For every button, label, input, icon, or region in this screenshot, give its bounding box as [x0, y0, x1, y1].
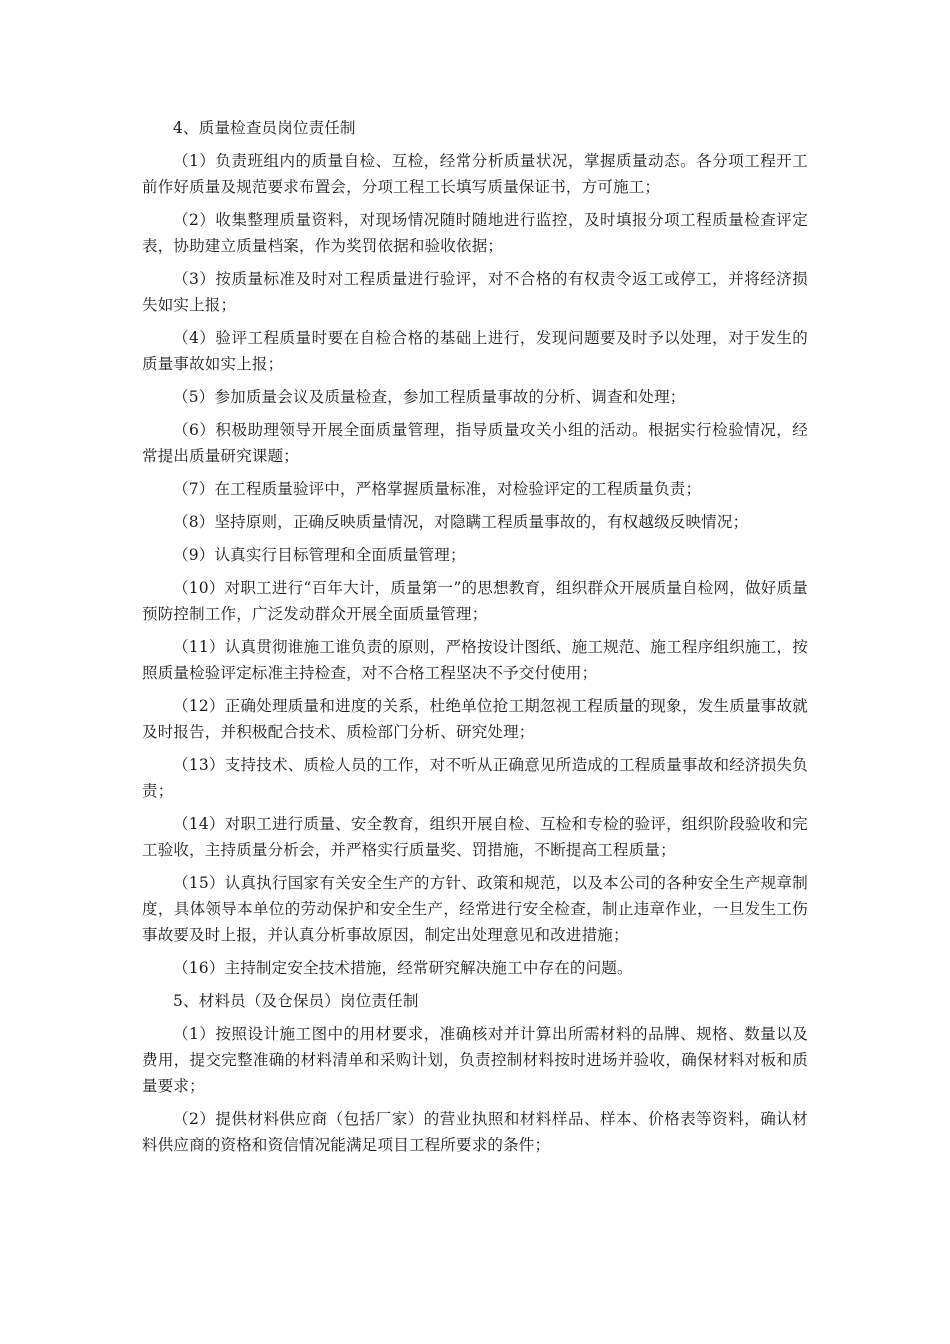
section-heading-material-clerk: 5、材料员（及仓保员）岗位责任制: [173, 992, 419, 1010]
quality-inspector-item-13: （13）支持技术、质检人员的工作，对不听从正确意见所造成的工程质量事故和经济损失负责；: [142, 756, 808, 800]
quality-inspector-item-12: （12）正确处理质量和进度的关系，杜绝单位抢工期忽视工程质量的现象，发生质量事故就及时报告，并积极配合技术、质检部门分析、研究处理；: [142, 697, 808, 741]
quality-inspector-item-5: （5）参加质量会议及质量检查，参加工程质量事故的分析、调查和处理；: [173, 388, 686, 406]
quality-inspector-item-8: （8）坚持原则，正确反映质量情况，对隐瞒工程质量事故的，有权越级反映情况；: [173, 513, 749, 531]
quality-inspector-item-4: （4）验评工程质量时要在自检合格的基础上进行，发现问题要及时予以处理，对于发生的质量事故如实上报；: [142, 329, 808, 373]
quality-inspector-item-1: （1）负责班组内的质量自检、互检，经常分析质量状况，掌握质量动态。各分项工程开工前作好质量及规范要求布置会，分项工程工长填写质量保证书，方可施工；: [142, 152, 808, 196]
quality-inspector-item-7: （7）在工程质量验评中，严格掌握质量标准，对检验评定的工程质量负责；: [173, 480, 702, 498]
material-clerk-item-1: （1）按照设计施工图中的用材要求，准确核对并计算出所需材料的品牌、规格、数量以及费用，提交完整准确的材料清单和采购计划，负责控制材料按时进场并验收，确保材料对板和质量要求；: [142, 1025, 808, 1095]
quality-inspector-item-10: （10）对职工进行“百年大计，质量第一”的思想教育，组织群众开展质量自检网，做好质量预防控制工作，广泛发动群众开展全面质量管理；: [142, 579, 808, 623]
quality-inspector-item-14: （14）对职工进行质量、安全教育，组织开展自检、互检和专检的验评，组织阶段验收和完工验收，主持质量分析会，并严格实行质量奖、罚措施，不断提高工程质量；: [142, 815, 808, 859]
quality-inspector-item-6: （6）积极助理领导开展全面质量管理，指导质量攻关小组的活动。根据实行检验情况，经常提出质量研究课题；: [142, 421, 808, 465]
quality-inspector-item-9: （9）认真实行目标管理和全面质量管理；: [173, 546, 466, 564]
material-clerk-item-2: （2）提供材料供应商（包括厂家）的营业执照和材料样品、样本、价格表等资料，确认材料供应商的资格和资信情况能满足项目工程所要求的条件；: [142, 1110, 808, 1154]
quality-inspector-item-2: （2）收集整理质量资料，对现场情况随时随地进行监控，及时填报分项工程质量检查评定表，协助建立质量档案，作为奖罚依据和验收依据；: [142, 211, 808, 255]
quality-inspector-item-11: （11）认真贯彻谁施工谁负责的原则，严格按设计图纸、施工规范、施工程序组织施工，按照质量检验评定标准主持检查，对不合格工程坚决不予交付使用；: [142, 638, 808, 682]
quality-inspector-item-16: （16）主持制定安全技术措施，经常研究解决施工中存在的问题。: [173, 959, 633, 977]
document-body: [142, 115, 808, 1165]
section-heading-quality-inspector: 4、质量检查员岗位责任制: [173, 119, 356, 137]
quality-inspector-item-15: （15）认真执行国家有关安全生产的方针、政策和规范，以及本公司的各种安全生产规章制度，具体领导本单位的劳动保护和安全生产，经常进行安全检查，制止违章作业，一旦发生工伤事故要及时上报，并认真分析事故原因，制定出处理意见和改进措施；: [142, 874, 808, 944]
quality-inspector-item-3: （3）按质量标准及时对工程质量进行验评，对不合格的有权责令返工或停工，并将经济损失如实上报；: [142, 270, 808, 314]
